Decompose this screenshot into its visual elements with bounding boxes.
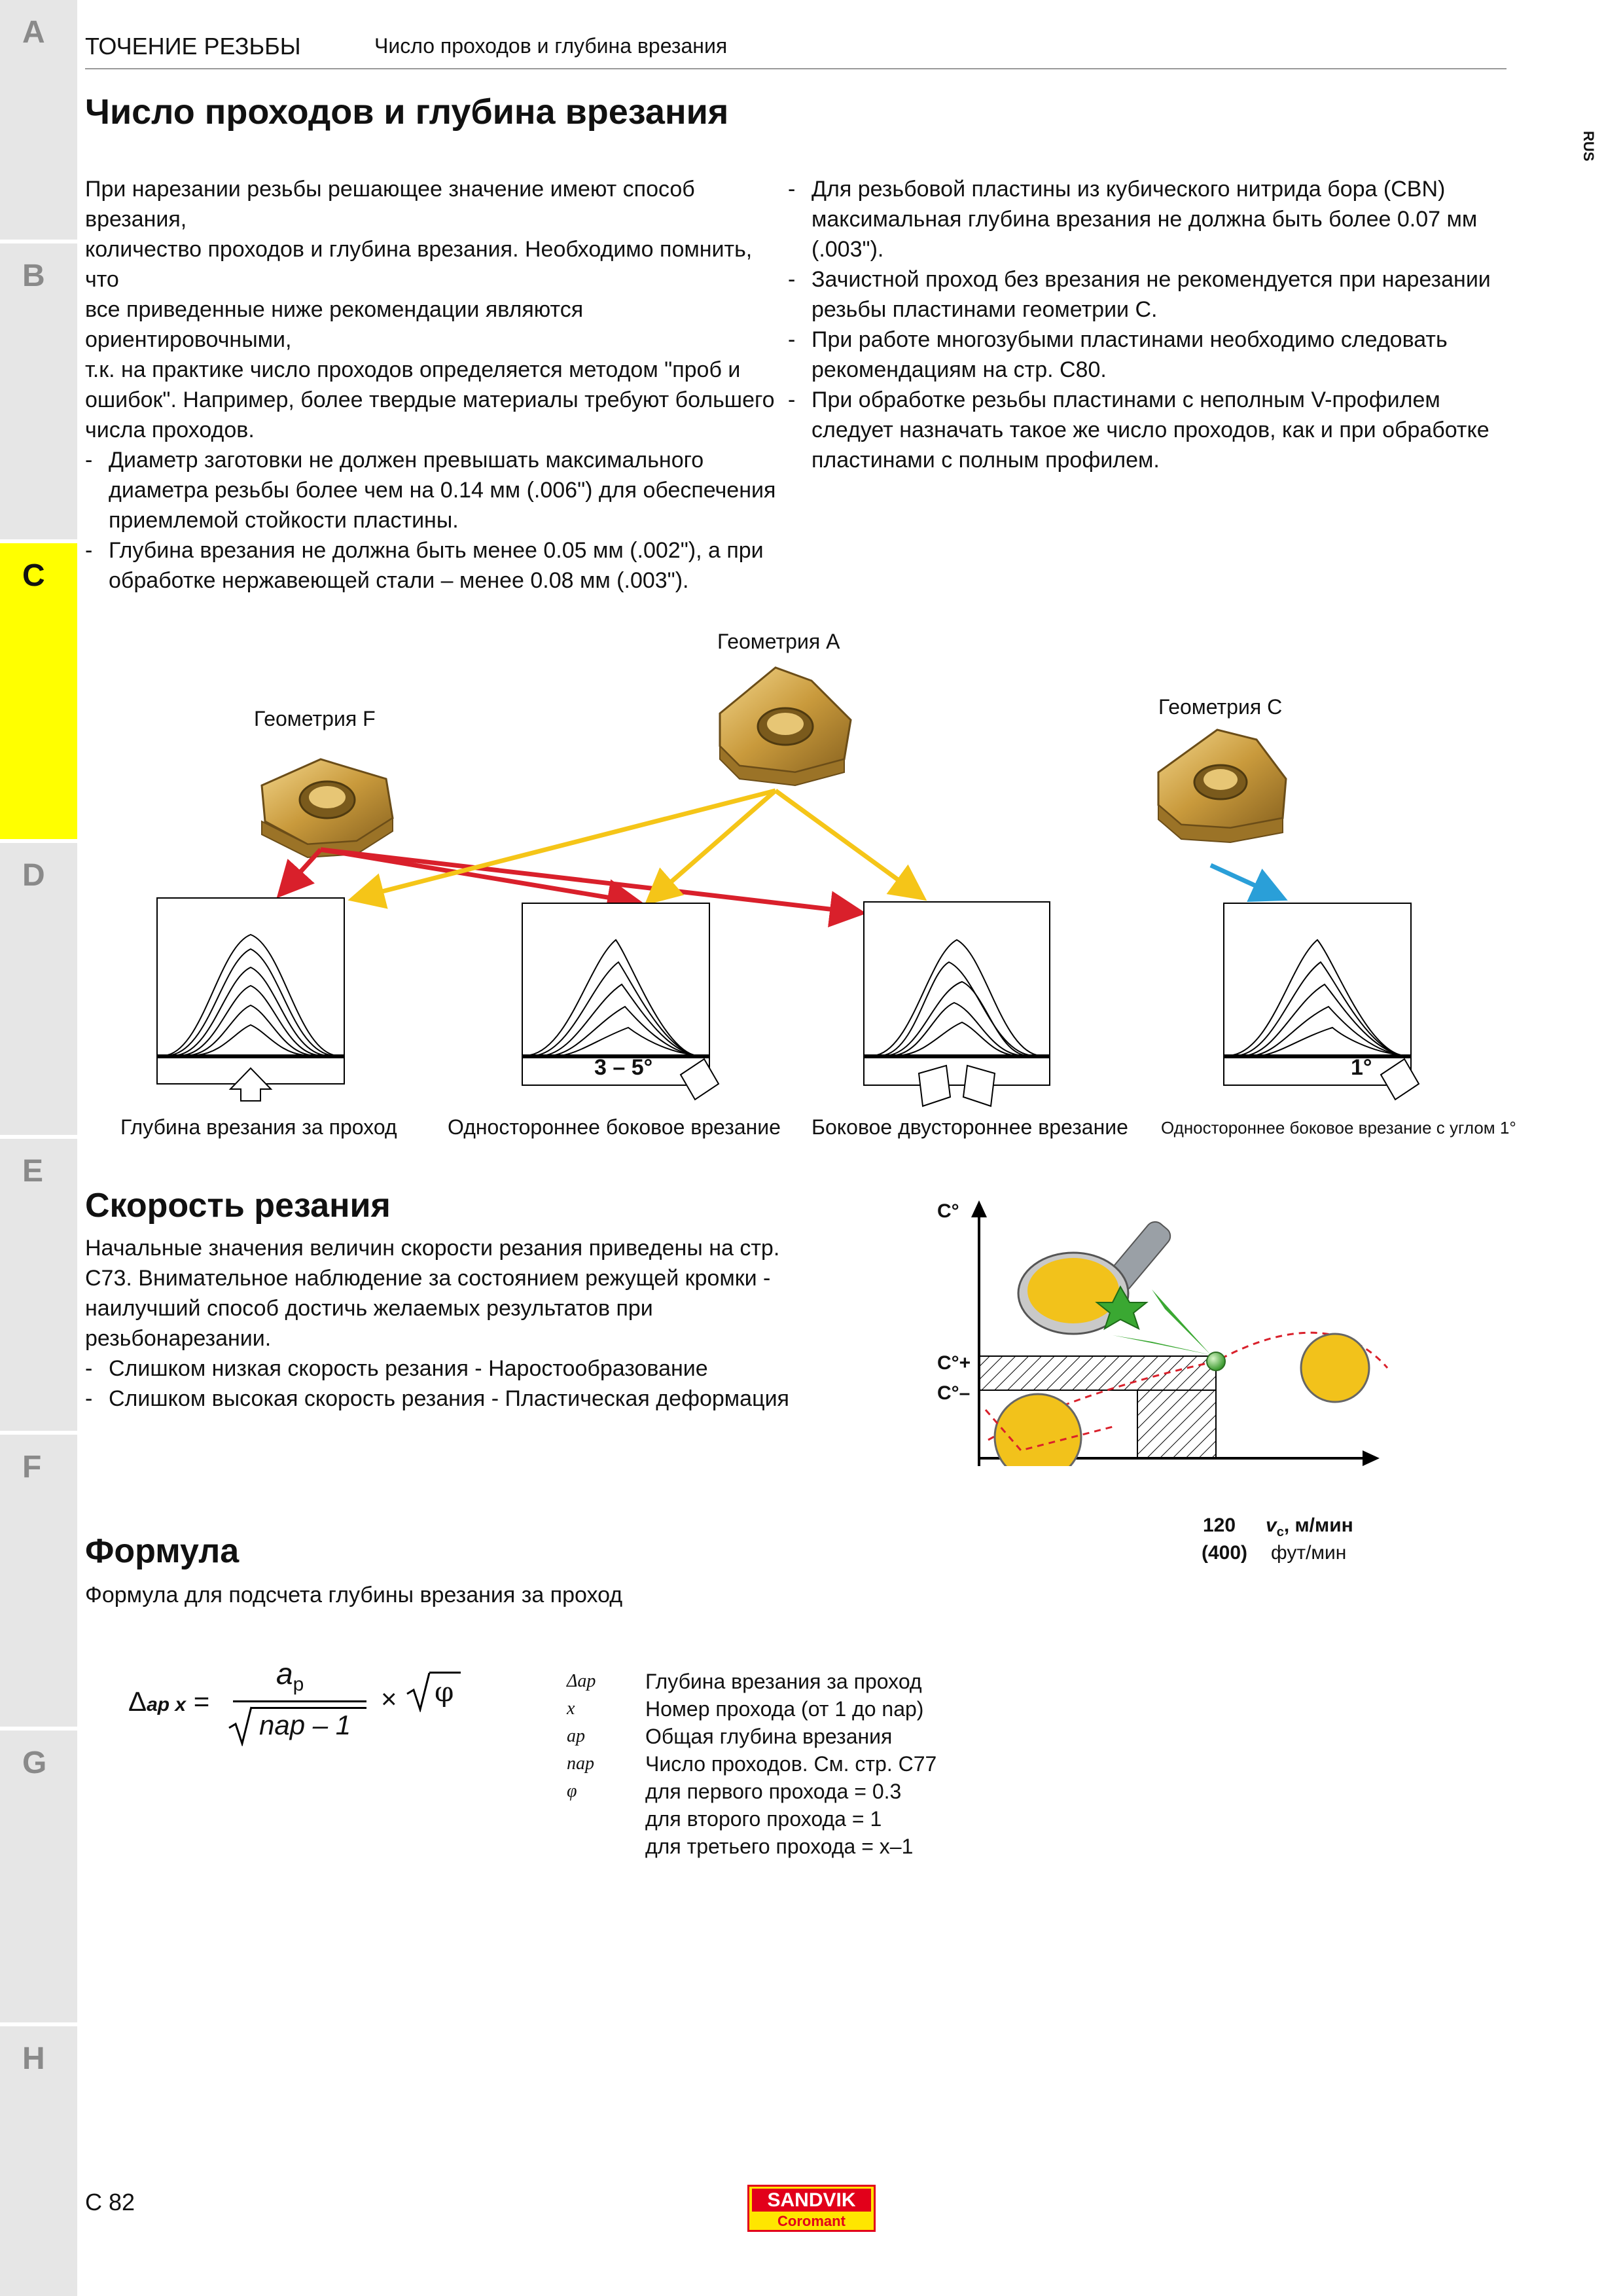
bullet-line: (.003"). <box>812 237 884 262</box>
intro-right-column <box>788 174 1501 475</box>
intro-paragraph <box>85 174 785 445</box>
paragraph-line: C73. Внимательное наблюдение за состоянием режущей кромки - <box>85 1266 771 1291</box>
chart-x-value-imperial: (400) <box>1202 1542 1248 1564</box>
bullet-line: рекомендациям на стр. C80. <box>812 357 1107 382</box>
paragraph-line: резьбонарезании. <box>85 1326 272 1351</box>
legend-description: для второго прохода = 1 <box>645 1807 882 1831</box>
tab-letter: A <box>22 15 45 50</box>
header-section: ТОЧЕНИЕ РЕЗЬБЫ <box>85 33 301 60</box>
fraction-bar <box>233 1700 366 1702</box>
legend-symbol <box>567 1833 645 1860</box>
formula-delta: Δ <box>128 1686 147 1717</box>
bullet-item <box>788 385 1501 475</box>
speed-bullets <box>85 1354 838 1414</box>
paragraph-line: числа проходов. <box>85 418 255 442</box>
bullet-line: пластинами с полным профилем. <box>812 448 1160 473</box>
tab-f[interactable] <box>0 1435 77 1727</box>
chart-x-unit: $v_c$, м/мин <box>1266 1515 1353 1539</box>
tab-letter: D <box>22 858 45 893</box>
bullet-line: - Глубина врезания не должна быть менее 0.05 мм (.002"), а при <box>109 538 764 563</box>
paragraph-line: все приведенные ниже рекомендации являются ориентировочными, <box>85 297 584 352</box>
legend-description: Глубина врезания за проход <box>645 1670 922 1693</box>
geometry-c-label: Геометрия C <box>1158 695 1283 719</box>
legend-symbol: nap <box>567 1753 594 1774</box>
angle-label-1: 1° <box>1351 1055 1372 1080</box>
tab-g[interactable] <box>0 1731 77 2022</box>
bullet-line: - Зачистной проход без врезания не рекомендуется при нарезании <box>812 267 1491 292</box>
geometry-f-label: Геометрия F <box>254 707 376 730</box>
insert-geometry-a-icon <box>720 668 851 785</box>
caption-modified-flank: Одностороннее боковое врезание с углом 1° <box>1161 1118 1516 1138</box>
chart-y-plus: C°+ <box>937 1352 971 1374</box>
paragraph-line: наилучший способ достичь желаемых результатов при <box>85 1296 653 1321</box>
logo-bottom-text: Coromant <box>777 2213 846 2229</box>
legend-row <box>567 1778 936 1805</box>
paragraph-line: ошибок". Например, более твердые материалы требуют большего <box>85 387 775 412</box>
legend-symbol: x <box>567 1698 575 1719</box>
bullet-line: - При обработке резьбы пластинами с неполным V-профилем <box>812 387 1440 412</box>
legend-row <box>567 1723 936 1750</box>
header-rule <box>85 68 1507 69</box>
infeed-arrows <box>283 791 1279 912</box>
tab-letter: E <box>22 1154 44 1189</box>
formula-times: × <box>381 1683 397 1714</box>
profile-box-alternating <box>864 902 1050 1106</box>
language-label: RUS <box>1580 131 1597 162</box>
legend-description: Общая глубина врезания <box>645 1725 893 1748</box>
speed-title: Скорость резания <box>85 1187 391 1225</box>
intro-left-bullets <box>85 445 785 596</box>
legend-row <box>567 1805 936 1833</box>
tab-letter: G <box>22 1746 47 1780</box>
paragraph-line: При нарезании резьбы решающее значение имеют способ врезания, <box>85 177 695 232</box>
legend-row <box>567 1668 936 1695</box>
legend-row <box>567 1833 936 1860</box>
bullet-line: резьбы пластинами геометрии C. <box>812 297 1158 322</box>
legend-symbol: φ <box>567 1781 577 1801</box>
bullet-line: приемлемой стойкости пластины. <box>109 508 459 533</box>
legend-row <box>567 1695 936 1723</box>
formula-title: Формула <box>85 1532 240 1570</box>
page-number: C 82 <box>85 2189 135 2215</box>
magnifier-icon <box>1018 1218 1174 1334</box>
tab-letter: F <box>22 1450 42 1484</box>
sandvik-logo <box>747 2185 876 2232</box>
bullet-line: диаметра резьбы более чем на 0.14 мм (.006") для обеспечения <box>109 478 776 503</box>
formula-legend <box>567 1668 936 1860</box>
bullet-item <box>788 264 1501 325</box>
insert-geometry-f-icon <box>262 759 393 857</box>
logo-top-text: SANDVIK <box>752 2189 871 2212</box>
chart-x-unit-metric: м/мин <box>1294 1515 1353 1536</box>
angle-label-3-5: 3 – 5° <box>594 1055 653 1080</box>
formula-expression: Δap x = $a_p$ nap – 1 × φ <box>128 1656 495 1761</box>
intro-right-bullets <box>788 174 1501 475</box>
paragraph-line: Начальные значения величин скорости резания приведены на стр. <box>85 1236 780 1261</box>
bullet-line: обработке нержавеющей стали – менее 0.08 мм (.003"). <box>109 568 689 593</box>
infeed-diagram <box>0 602 1623 1152</box>
bullet-line: следует назначать такое же число проходов, как и при обработке <box>812 418 1489 442</box>
insert-geometry-c-icon <box>1158 730 1286 842</box>
chart-x-value: 120 <box>1203 1515 1236 1536</box>
tab-letter: C <box>22 558 45 593</box>
formula-numerator: a <box>276 1657 293 1691</box>
legend-symbol: Δap <box>567 1671 596 1691</box>
tab-a[interactable] <box>0 0 77 240</box>
chart-x-unit-imperial: фут/мин <box>1271 1542 1347 1564</box>
bullet-line: - При работе многозубыми пластинами необходимо следовать <box>812 327 1448 352</box>
tab-b[interactable] <box>0 243 77 539</box>
profile-box-modified-flank <box>1224 903 1419 1100</box>
bullet-line: - Слишком низкая скорость резания - Наростообразование <box>109 1356 708 1381</box>
intro-left-column <box>85 174 785 596</box>
cutting-speed-chart <box>929 1191 1400 1466</box>
legend-description: Число проходов. См. стр. C77 <box>645 1752 937 1776</box>
paragraph-line: количество проходов и глубина врезания. Необходимо помнить, что <box>85 237 753 292</box>
legend-symbol: ap <box>567 1726 585 1746</box>
chart-y-label: C° <box>937 1200 959 1222</box>
chart-x-subscript: c <box>1276 1525 1284 1539</box>
bullet-item <box>85 535 785 596</box>
bullet-line: - Для резьбовой пластины из кубического нитрида бора (CBN) <box>812 177 1446 202</box>
legend-description: для первого прохода = 0.3 <box>645 1780 902 1803</box>
caption-flank: Одностороннее боковое врезание <box>448 1115 781 1139</box>
formula-subtitle: Формула для подсчета глубины врезания за проход <box>85 1583 623 1607</box>
speed-paragraph <box>85 1233 838 1354</box>
caption-alternating: Боковое двустороннее врезание <box>812 1115 1128 1139</box>
tab-e[interactable] <box>0 1139 77 1431</box>
bullet-item <box>85 445 785 535</box>
formula-denominator: nap – 1 <box>259 1710 351 1740</box>
caption-radial: Глубина врезания за проход <box>120 1115 397 1139</box>
legend-symbol <box>567 1805 645 1833</box>
legend-row <box>567 1750 936 1778</box>
formula-numerator-sub: p <box>293 1674 304 1696</box>
header-subtitle: Число проходов и глубина врезания <box>374 34 728 58</box>
speed-text <box>85 1233 838 1414</box>
chart-y-minus: C°– <box>937 1382 971 1404</box>
page-title: Число проходов и глубина врезания <box>85 92 729 132</box>
profile-box-radial <box>157 898 344 1101</box>
bullet-line: - Слишком высокая скорость резания - Пластическая деформация <box>109 1386 789 1411</box>
tab-letter: B <box>22 259 45 293</box>
bullet-item <box>788 174 1501 264</box>
paragraph-line: т.к. на практике число проходов определяется методом "проб и <box>85 357 741 382</box>
bullet-item <box>788 325 1501 385</box>
formula-phi: φ <box>435 1676 454 1708</box>
geometry-a-label: Геометрия A <box>717 630 840 653</box>
tab-letter: H <box>22 2041 45 2076</box>
chart-x-symbol: v <box>1266 1515 1277 1536</box>
bullet-item <box>85 1354 838 1384</box>
tab-h[interactable] <box>0 2026 77 2296</box>
bullet-line: максимальная глубина врезания не должна быть более 0.07 мм <box>812 207 1478 232</box>
bullet-line: - Диаметр заготовки не должен превышать максимального <box>109 448 704 473</box>
legend-description: для третьего прохода = x–1 <box>645 1835 914 1858</box>
bullet-item <box>85 1384 838 1414</box>
formula-lhs-sub: ap x <box>147 1694 187 1715</box>
legend-description: Номер прохода (от 1 до nap) <box>645 1697 924 1721</box>
